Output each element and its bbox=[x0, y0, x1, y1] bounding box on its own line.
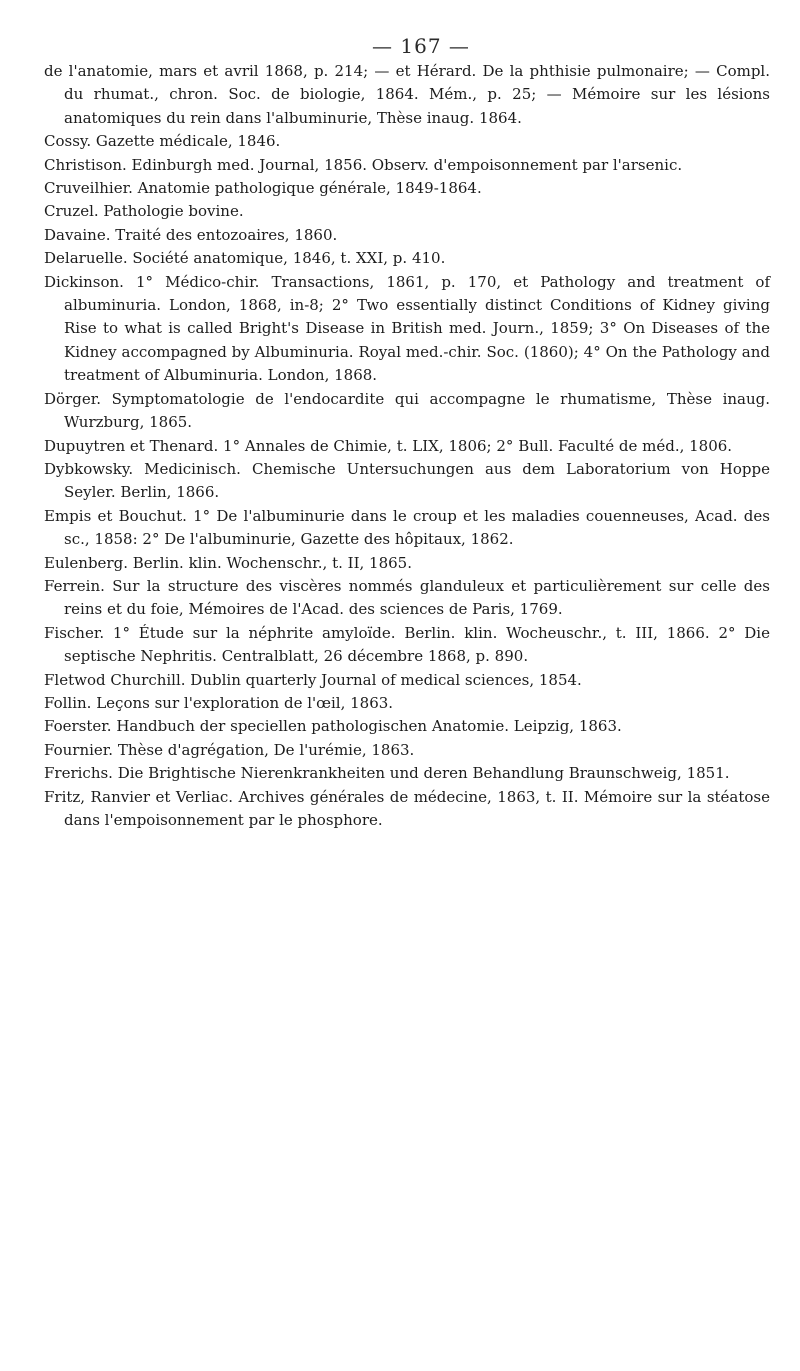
bibliography-entry: Delaruelle. Société anatomique, 1846, t. XXI, p. 410. bbox=[44, 249, 446, 268]
page-number: — 167 — bbox=[372, 34, 470, 58]
bibliography-entry: Dybkowsky. Medicinisch. Chemische Untersuchungen aus dem Laboratorium von Hoppe Seyler. Berlin, 1866. bbox=[44, 459, 770, 502]
bibliography-entry: Dupuytren et Thenard. 1° Annales de Chimie, t. LIX, 1806; 2° Bull. Faculté de méd., 1806. bbox=[44, 436, 733, 455]
bibliography-entry: Dickinson. 1° Médico-chir. Transactions, 1861, p. 170, et Pathology and treatment of albuminuria. London, 1868, in-8; 2° Two essentially distinct Conditions of Kidney giving Rise to what is called Bright's Disease in British med. Journ., 1859; 3° On Diseases of the Kidney accompagned by Albuminuria. Royal med.-chir. Soc. (1860); 4° On the Pathology and treatment of Albuminuria. London, 1868. bbox=[44, 272, 770, 385]
bibliography-entry: Eulenberg. Berlin. klin. Wochenschr., t. II, 1865. bbox=[44, 553, 412, 572]
bibliography-entry: Fournier. Thèse d'agrégation, De l'urémie, 1863. bbox=[44, 740, 415, 759]
bibliography-entry: Fritz, Ranvier et Verliac. Archives générales de médecine, 1863, t. II. Mémoire sur la stéatose dans l'empoisonnement par le phosphore. bbox=[44, 787, 770, 829]
bibliography-entry: Ferrein. Sur la structure des viscères nommés glanduleux et particulièrement sur celle des reins et du foie, Mémoires de l'Acad. des sciences de Paris, 1769. bbox=[44, 576, 770, 619]
bibliography-entry: Davaine. Traité des entozoaires, 1860. bbox=[44, 225, 338, 244]
bibliography-entry: Fletwod Churchill. Dublin quarterly Journal of medical sciences, 1854. bbox=[44, 670, 582, 689]
bibliography-entry: Cossy. Gazette médicale, 1846. bbox=[44, 132, 281, 151]
bibliography-entry: de l'anatomie, mars et avril 1868, p. 214; — et Hérard. De la phthisie pulmonaire; — Compl. du rhumat., chron. Soc. de biologie, 1864. Mém., p. 25; — Mémoire sur les lésions anatomiques du rein dans l'albuminurie, Thèse inaug. 1864. bbox=[44, 62, 770, 127]
bibliography-entry: Follin. Leçons sur l'exploration de l'œil, 1863. bbox=[44, 693, 394, 712]
bibliography-entry: Cruveilhier. Anatomie pathologique générale, 1849-1864. bbox=[44, 179, 482, 198]
bibliography-entry: Fischer. 1° Étude sur la néphrite amyloïde. Berlin. klin. Wocheuschr., t. III, 1866. 2° Die septische Nephritis. Centralblatt, 26 décembre 1868, p. 890. bbox=[44, 623, 770, 666]
bibliography-entry: Frerichs. Die Brightische Nierenkrankheiten und deren Behandlung Braunschweig, 1851. bbox=[44, 764, 730, 783]
bibliography-list bbox=[44, 60, 770, 832]
bibliography-entry: Cruzel. Pathologie bovine. bbox=[44, 202, 244, 221]
bibliography-entry: Christison. Edinburgh med. Journal, 1856. Observ. d'empoisonnement par l'arsenic. bbox=[44, 155, 683, 174]
bibliography-entry: Foerster. Handbuch der speciellen pathologischen Anatomie. Leipzig, 1863. bbox=[44, 717, 622, 736]
bibliography-entry: Dörger. Symptomatologie de l'endocardite qui accompagne le rhumatisme, Thèse inaug. Wurzburg, 1865. bbox=[44, 389, 770, 432]
bibliography-entry: Empis et Bouchut. 1° De l'albuminurie dans le croup et les maladies couenneuses, Acad. des sc., 1858: 2° De l'albuminurie, Gazette des hôpitaux, 1862. bbox=[44, 506, 770, 549]
